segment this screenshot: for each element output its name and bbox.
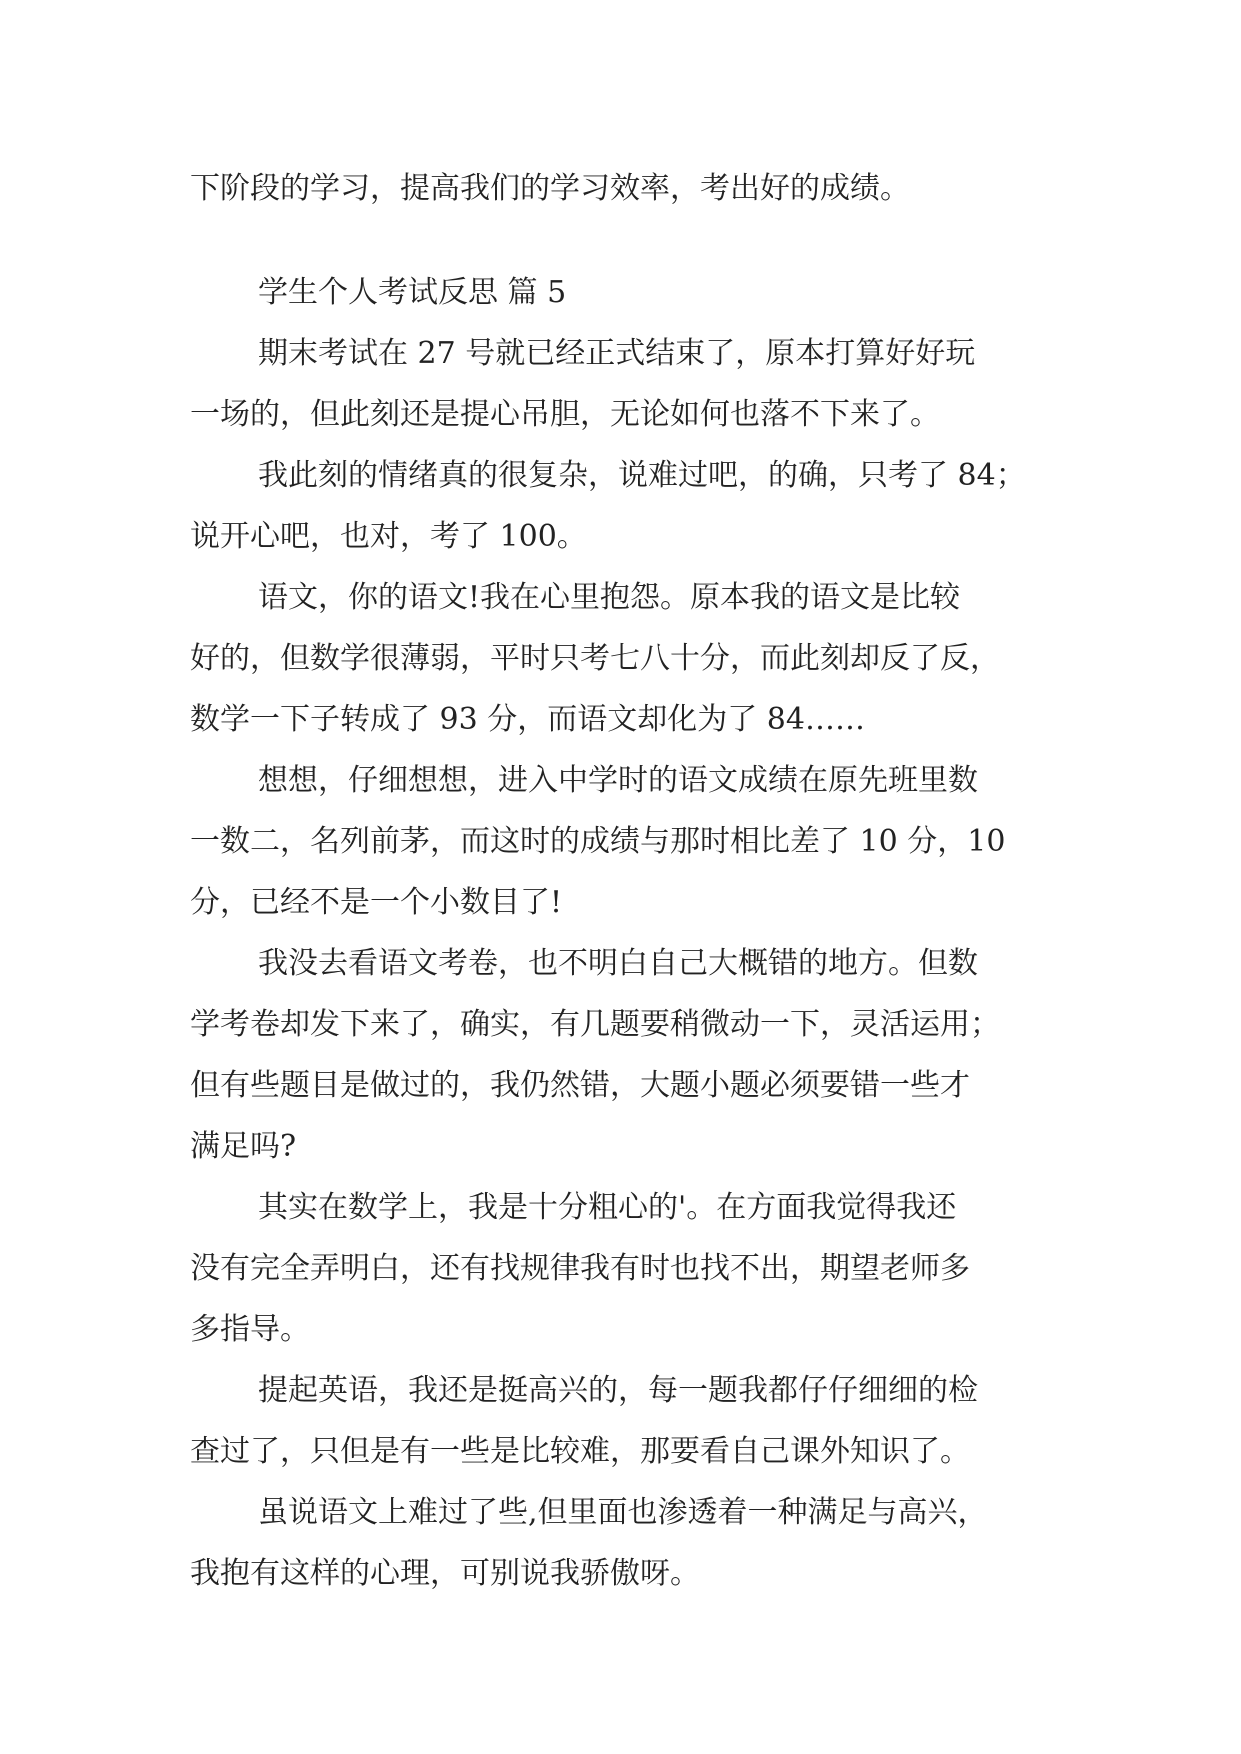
text-line: 语文，你的语文!我在心里抱怨。原本我的语文是比较: [258, 580, 961, 615]
text-line: 虽说语文上难过了些,但里面也渗透着一种满足与高兴，: [258, 1495, 988, 1530]
text-line: 一场的，但此刻还是提心吊胆，无论如何也落不下来了。: [190, 397, 940, 432]
text-line: 多指导。: [190, 1312, 310, 1347]
text-line: 但有些题目是做过的，我仍然错，大题小题必须要错一些才: [190, 1068, 970, 1103]
text-line: 分，已经不是一个小数目了!: [190, 885, 563, 920]
text-line: 好的，但数学很薄弱，平时只考七八十分，而此刻却反了反，: [190, 641, 1000, 676]
paragraph-gap: [190, 219, 1070, 262]
text-line: 数学一下子转成了 93 分，而语文却化为了 84……: [190, 702, 865, 737]
text-line: 我没去看语文考卷，也不明白自己大概错的地方。但数: [258, 946, 978, 981]
text-line: 下阶段的学习，提高我们的学习效率，考出好的成绩。: [190, 171, 910, 206]
text-line: 查过了，只但是有一些是比较难，那要看自己课外知识了。: [190, 1434, 970, 1469]
text-line: 一数二，名列前茅，而这时的成绩与那时相比差了 10 分，10: [190, 824, 1006, 859]
text-line: 满足吗?: [190, 1129, 297, 1164]
text-line: 期末考试在 27 号就已经正式结束了，原本打算好好玩: [258, 336, 976, 371]
text-line: 我此刻的情绪真的很复杂，说难过吧，的确，只考了 84；: [258, 458, 1026, 493]
text-line: 我抱有这样的心理，可别说我骄傲呀。: [190, 1556, 700, 1591]
text-line: 学考卷却发下来了，确实，有几题要稍微动一下，灵活运用；: [190, 1007, 1000, 1042]
text-line: 没有完全弄明白，还有找规律我有时也找不出，期望老师多: [190, 1251, 970, 1286]
text-line: 说开心吧，也对，考了 100。: [190, 519, 587, 554]
text-line: 想想，仔细想想，进入中学时的语文成绩在原先班里数: [258, 763, 978, 798]
text-line: 其实在数学上，我是十分粗心的'。在方面我觉得我还: [258, 1190, 957, 1225]
essay-body: [190, 158, 1070, 1604]
text-line: 提起英语，我还是挺高兴的，每一题我都仔仔细细的检: [258, 1373, 978, 1408]
section-heading: 学生个人考试反思 篇 5: [258, 275, 567, 310]
